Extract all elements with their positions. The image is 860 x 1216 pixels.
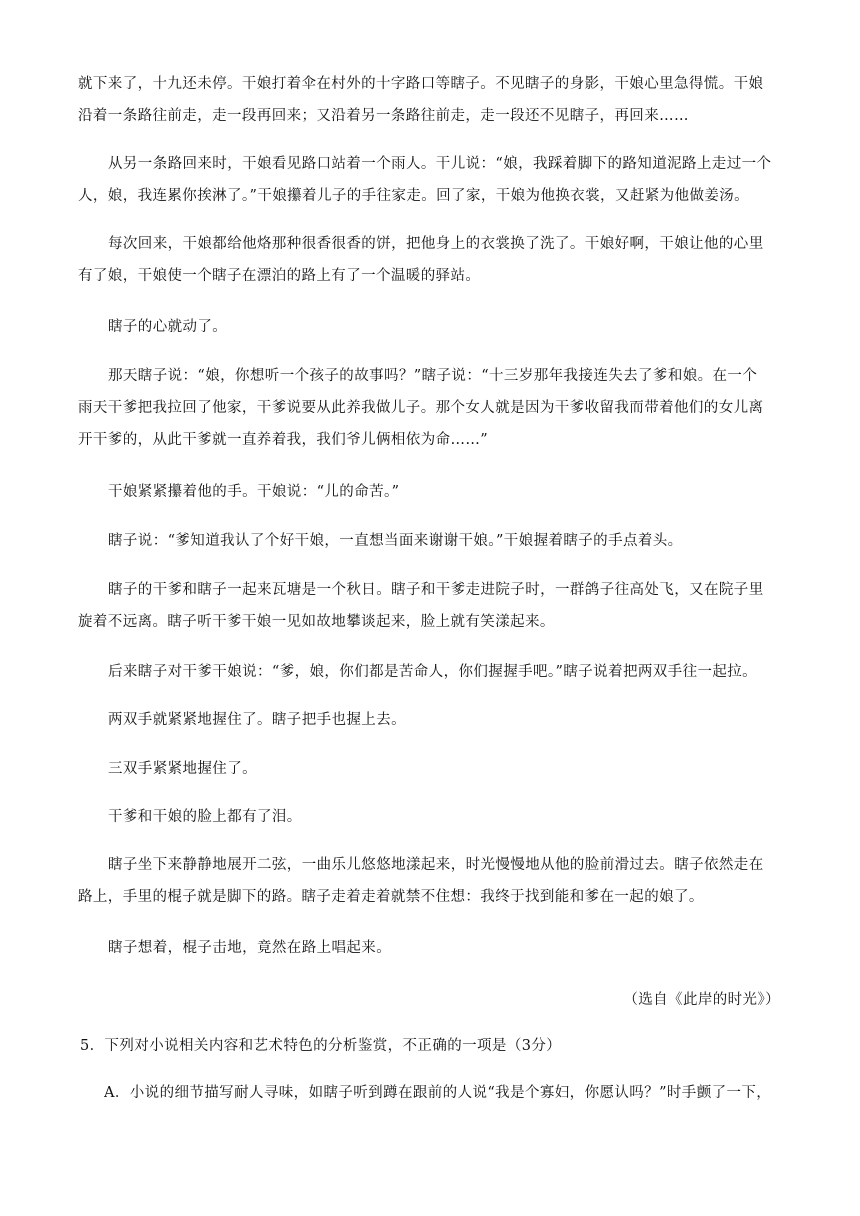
story-paragraph-10 — [78, 704, 784, 736]
source-citation: （选自《此岸的时光》） — [623, 992, 780, 1008]
text-line: 后来瞎子对干爹干娘说：“爹，娘，你们都是苦命人，你们握握手吧。”瞎子说着把两双手往一起拉。 — [108, 664, 758, 680]
text-line: 瞎子坐下来静静地展开二弦，一曲乐儿悠悠地漾起来，时光慢慢地从他的脸前滑过去。瞎子依然走在 — [108, 857, 764, 873]
text-line: 人，娘，我连累你挨淋了。”干娘攥着儿子的手往家走。回了家，干娘为他换衣裳，又赶紧为他做姜汤。 — [78, 188, 750, 204]
text-line: 那天瞎子说：“娘，你想听一个孩子的故事吗？”瞎子说：“十三岁那年我接连失去了爹和娘。在一个 — [108, 368, 758, 384]
text-line: 就下来了，十九还未停。干娘打着伞在村外的十字路口等瞎子。不见瞎子的身影，干娘心里急得慌。干娘 — [78, 76, 764, 92]
text-line: 开干爹的，从此干爹就一直养着我，我们爷儿俩相依为命……” — [78, 432, 489, 448]
text-line: 沿着一条路往前走，走一段再回来；又沿着另一条路往前走，走一段还不见瞎子，再回来…… — [78, 108, 689, 124]
question-stem: 5．下列对小说相关内容和艺术特色的分析鉴赏，不正确的一项是（3分） — [80, 1038, 562, 1054]
text-line: 瞎子想着，棍子击地，竟然在路上唱起来。 — [108, 940, 392, 956]
story-paragraph-13 — [78, 849, 784, 913]
story-paragraph-12 — [78, 801, 784, 833]
text-line: 瞎子的干爹和瞎子一起来瓦塘是一个秋日。瞎子和干爹走进院子时，一群鸽子往高处飞，又在院子里 — [108, 582, 764, 598]
text-line: 两双手就紧紧地握住了。瞎子把手也握上去。 — [108, 712, 406, 728]
text-line: 瞎子说：“爹知道我认了个好干娘，一直想当面来谢谢干娘。”干娘握着瞎子的手点着头。 — [108, 533, 683, 549]
story-paragraph-8 — [78, 574, 784, 638]
story-paragraph-5 — [78, 360, 784, 456]
story-paragraph-11 — [78, 753, 784, 785]
question-option-a: A．小说的细节描写耐人寻味，如瞎子听到蹲在跟前的人说“我是个寡妇，你愿认吗？”时手颤了一下， — [104, 1085, 772, 1101]
story-paragraph-9 — [78, 656, 784, 688]
story-paragraph-1 — [78, 68, 784, 132]
story-paragraph-3 — [78, 228, 784, 292]
story-paragraph-14 — [78, 932, 784, 964]
text-line: 干娘紧紧攥着他的手。干娘说：“儿的命苦。” — [108, 484, 400, 500]
story-paragraph-4 — [78, 311, 784, 343]
text-line: 旋着不远离。瞎子听干爹干娘一见如故地攀谈起来，脸上就有笑漾起来。 — [78, 614, 555, 630]
story-paragraph-2 — [78, 148, 784, 212]
story-paragraph-7 — [78, 525, 784, 557]
text-line: 路上，手里的棍子就是脚下的路。瞎子走着走着就禁不住想：我终于找到能和爹在一起的娘了。 — [78, 889, 704, 905]
text-line: 瞎子的心就动了。 — [108, 319, 228, 335]
text-line: 从另一条路回来时，干娘看见路口站着一个雨人。干儿说：“娘，我踩着脚下的路知道泥路上走过一个 — [108, 156, 772, 172]
text-line: 有了娘，干娘使一个瞎子在漂泊的路上有了一个温暖的驿站。 — [78, 268, 481, 284]
text-line: 干爹和干娘的脸上都有了泪。 — [108, 809, 302, 825]
story-paragraph-6 — [78, 476, 784, 508]
text-line: 三双手紧紧地握住了。 — [108, 761, 257, 777]
text-line: 每次回来，干娘都给他烙那种很香很香的饼，把他身上的衣裳换了洗了。干娘好啊，干娘让他的心里 — [108, 236, 764, 252]
text-line: 雨天干爹把我拉回了他家，干爹说要从此养我做儿子。那个女人就是因为干爹收留我而带着他们的女儿离 — [78, 400, 764, 416]
